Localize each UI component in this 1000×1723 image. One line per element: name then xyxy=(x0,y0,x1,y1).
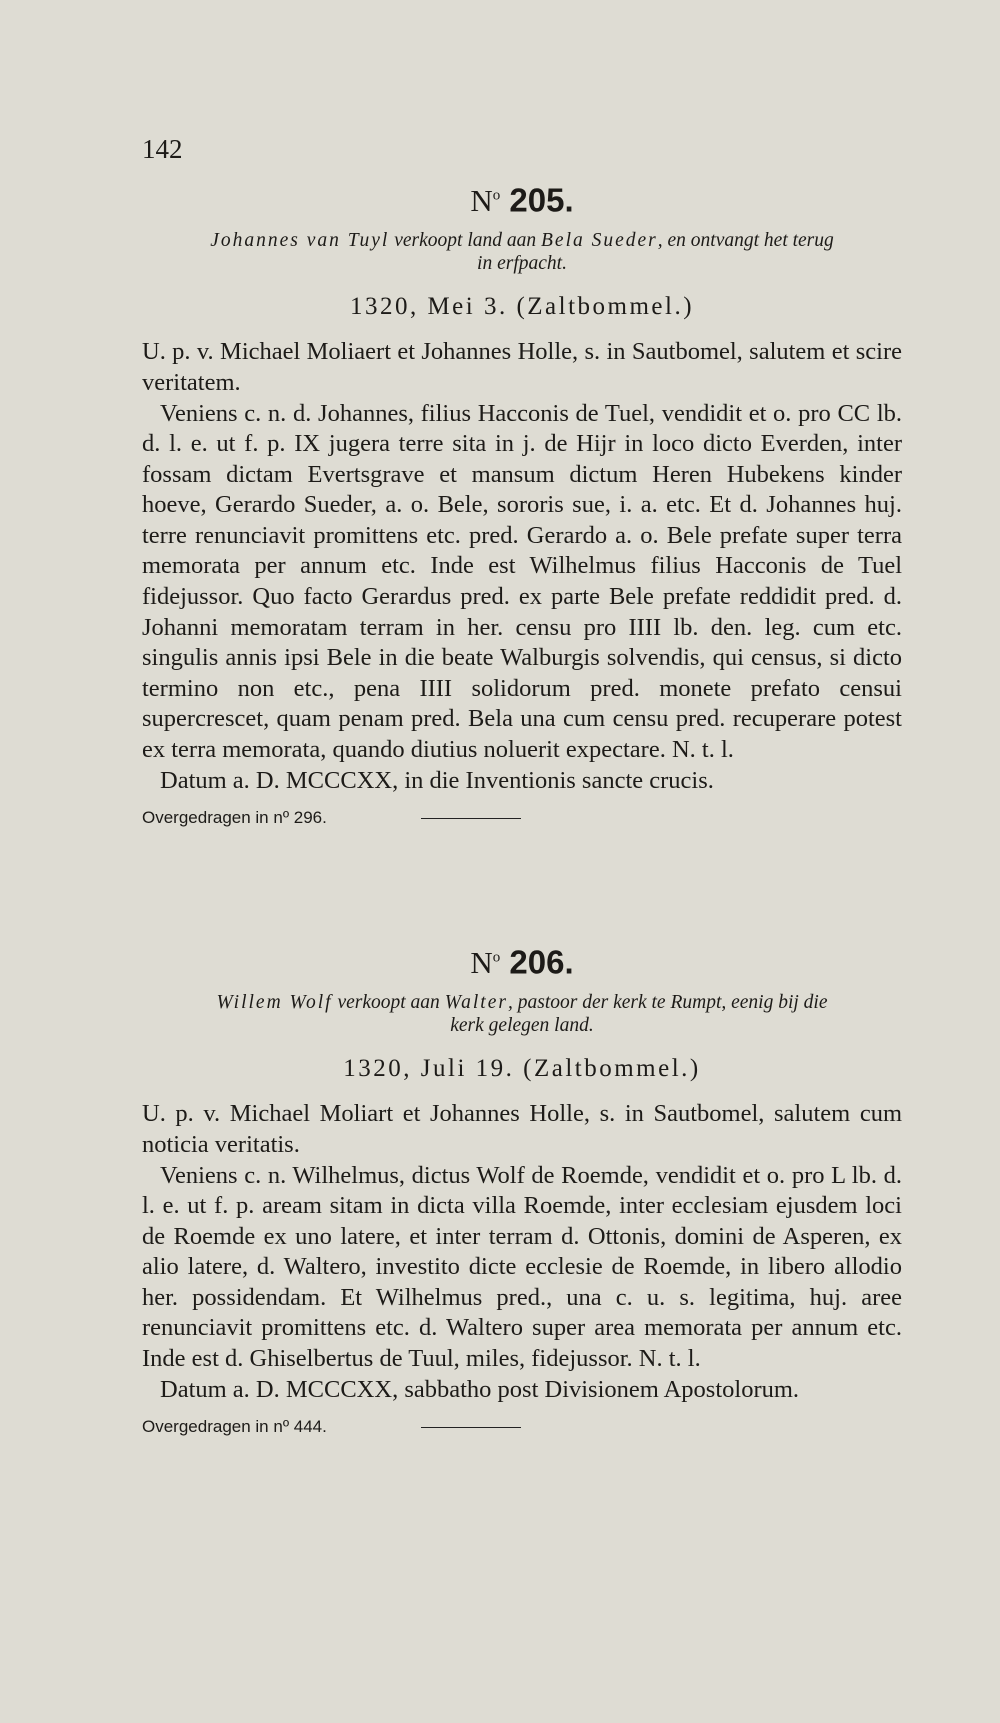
charter-date: 1320, Mei 3. (Zaltbommel.) xyxy=(349,293,695,321)
charter-body xyxy=(142,337,902,796)
number-sup: o xyxy=(492,188,501,204)
charter-205 xyxy=(142,176,902,828)
summary-name-a: Johannes van Tuyl xyxy=(210,230,390,252)
charter-number xyxy=(142,176,902,221)
charter-opening: U. p. v. Michael Moliart et Johannes Holle, s. in Sautbomel, salutem cum noticia veritatis. xyxy=(142,1100,902,1158)
number-value: 206. xyxy=(509,943,574,981)
separator-rule xyxy=(421,818,521,819)
number-prefix: N xyxy=(470,183,493,219)
summary-name-c: Bela Sueder xyxy=(541,230,658,252)
charter-body xyxy=(142,1099,902,1405)
summary-text-b: verkoopt land aan xyxy=(389,230,541,252)
number-prefix: N xyxy=(470,945,493,981)
charter-number xyxy=(142,938,902,983)
charter-date: 1320, Juli 19. (Zaltbommel.) xyxy=(343,1055,701,1083)
charter-opening: U. p. v. Michael Moliaert et Johannes Holle, s. in Sautbomel, salutem et scire veritatem. xyxy=(142,338,902,396)
transfer-note xyxy=(142,1417,902,1437)
separator-rule xyxy=(421,1427,521,1428)
summary-line-2: kerk gelegen land. xyxy=(450,1015,594,1037)
page-number: 142 xyxy=(142,134,183,164)
charter-text: Veniens c. n. d. Johannes, filius Hacconis de Tuel, vendidit et o. pro CC lb. d. l. e. ut f. p. IX jugera terre sita in j. de Hijr in loco dicto Everden, inter fossam dictam Evertsgrave et mansum dictum Heren Hubekens kinder hoeve, Gerardo Sueder, a. o. Bele, sororis sue, i. a. etc. Et d. Johannes huj. terre renunciavit promittens etc. pred. Gerardo a. o. Bele prefate super terra memorata per annum etc. Inde est Wilhelmus filius Hacconis de Tuel fidejussor. Quo facto Gerardus pred. ex parte Bele prefate reddidit pred. d. Johanni memoratam terram in her. censu pro IIII lb. den. leg. cum etc. singulis annis ipsi Bele in die beate Walburgis solvendis, qui census, si dicto termino non etc., pena IIII solidorum pred. monete prefato censui supercrescet, quam penam pred. Bela una cum censu pred. recuperare potest ex terra memorata, quando diutius noluerit expectare. N. t. l. xyxy=(142,399,902,764)
summary-line-2: in erfpacht. xyxy=(477,253,567,275)
charter-datum: Datum a. D. MCCCXX, in die Inventionis sancte crucis. xyxy=(160,766,714,794)
charter-206 xyxy=(142,938,902,1437)
charter-summary xyxy=(142,229,902,275)
summary-text-b: verkoopt aan xyxy=(332,992,445,1014)
summary-text-d: , en ontvangt het terug xyxy=(657,230,834,252)
charter-text: Veniens c. n. Wilhelmus, dictus Wolf de Roemde, vendidit et o. pro L lb. d. l. e. ut f. p. aream sitam in dicta villa Roemde, inter ecclesiam ejusdem loci de Roemde ex uno latere, et inter terram d. Ottonis, domini de Asperen, ex alio latere, d. Waltero, investito dicte ecclesie de Roemde, in libero allodio her. possidendam. Et Wilhelmus pred., una c. u. s. legitima, huj. aree renunciavit promittens etc. d. Waltero super area memorata per annum etc. Inde est d. Ghiselbertus de Tuul, miles, fidejussor. N. t. l. xyxy=(142,1161,902,1373)
summary-text-d: , pastoor der kerk te Rumpt, eenig bij die xyxy=(507,992,828,1014)
transfer-note xyxy=(142,808,902,828)
summary-name-c: Walter xyxy=(444,992,508,1014)
charter-summary xyxy=(142,991,902,1037)
number-value: 205. xyxy=(509,181,574,219)
transfer-note-text: Overgedragen in nº 296. xyxy=(142,808,327,828)
number-sup: o xyxy=(492,950,501,966)
summary-name-a: Willem Wolf xyxy=(216,992,333,1014)
transfer-note-text: Overgedragen in nº 444. xyxy=(142,1417,327,1437)
charter-datum: Datum a. D. MCCCXX, sabbatho post Divisionem Apostolorum. xyxy=(160,1375,800,1403)
